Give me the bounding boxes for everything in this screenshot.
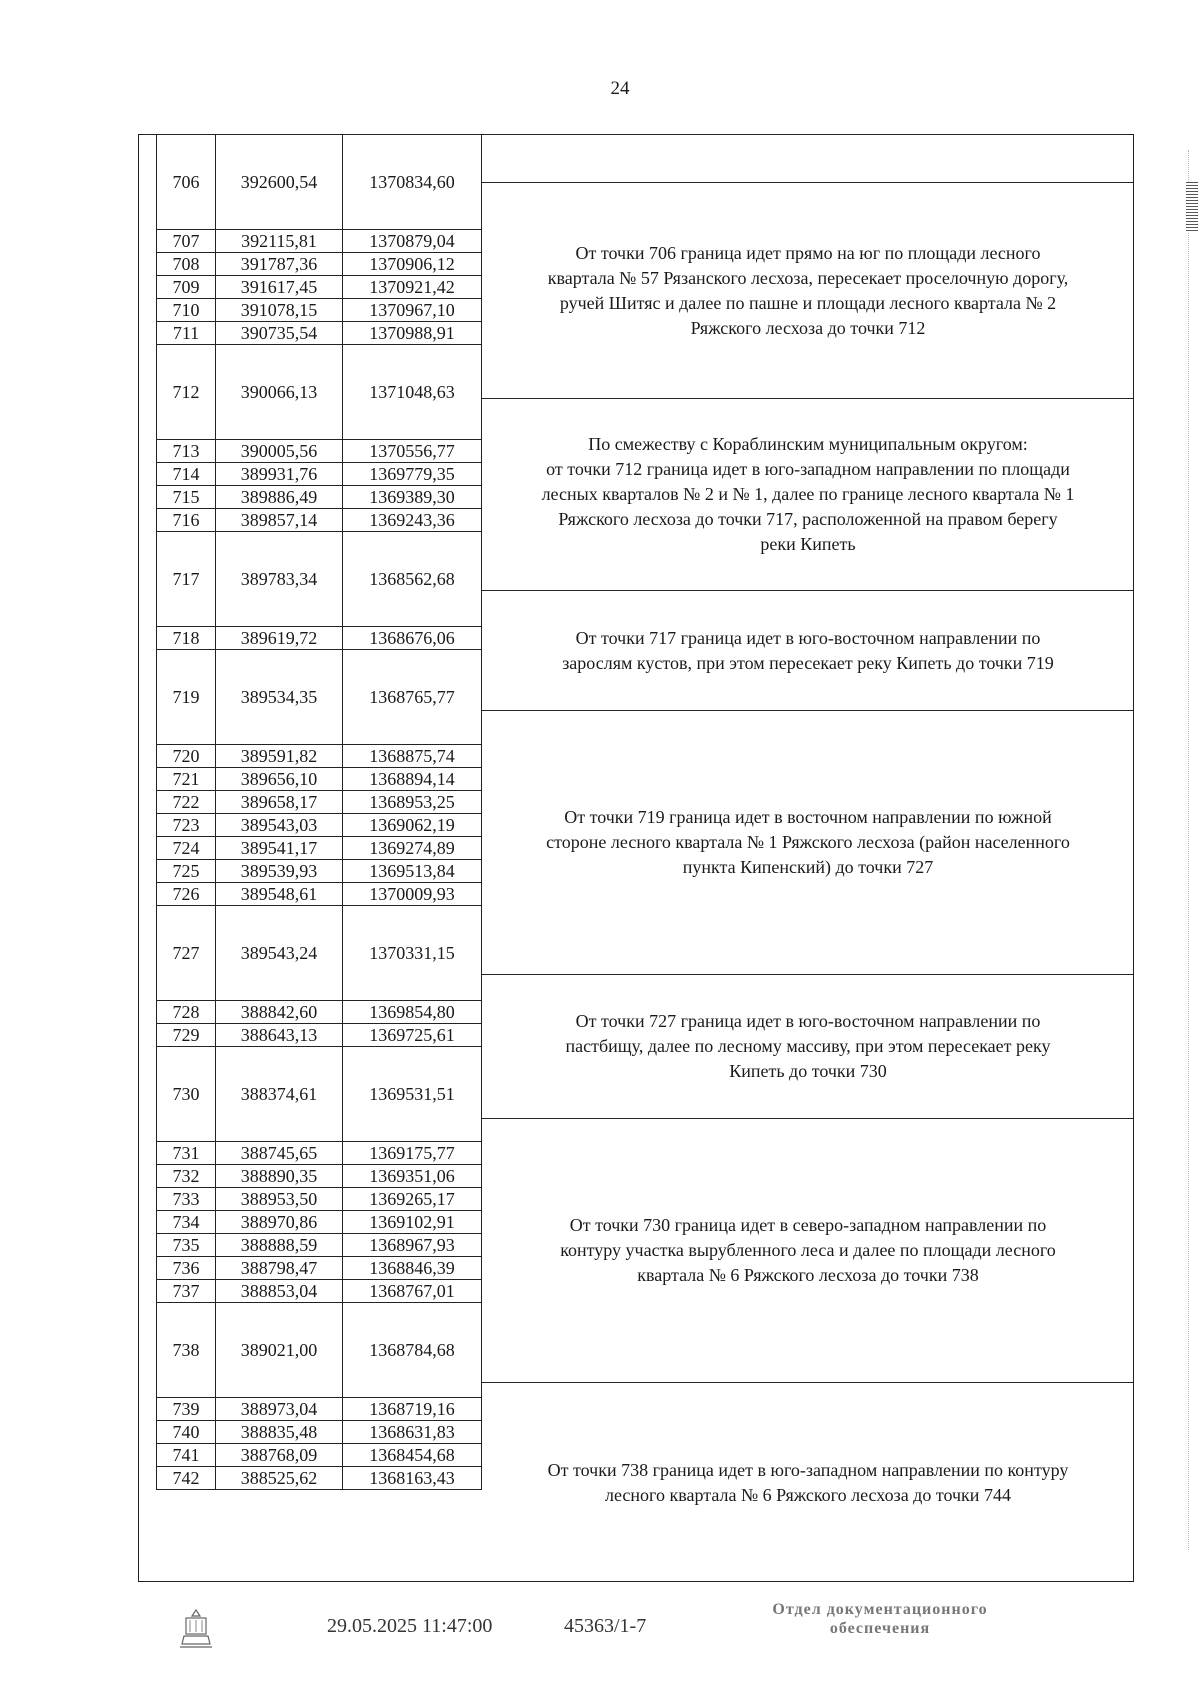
coordinate-x: 388745,65 <box>216 1142 343 1165</box>
table-row <box>157 1165 482 1188</box>
coordinate-x: 392115,81 <box>216 230 343 253</box>
coordinate-x: 389021,00 <box>216 1303 343 1398</box>
table-row <box>157 532 482 627</box>
coordinates-table <box>156 134 482 1490</box>
coordinate-y: 1369175,77 <box>343 1142 482 1165</box>
emblem-icon <box>176 1606 216 1650</box>
point-number: 731 <box>157 1142 216 1165</box>
point-number: 726 <box>157 883 216 906</box>
coordinate-x: 388888,59 <box>216 1234 343 1257</box>
description-line: Ряжского лесхоза до точки 712 <box>690 317 926 338</box>
coordinate-y: 1369725,61 <box>343 1024 482 1047</box>
coordinate-x: 390735,54 <box>216 322 343 345</box>
point-number: 741 <box>157 1444 216 1467</box>
coordinate-x: 388374,61 <box>216 1047 343 1142</box>
description-line: квартала № 6 Ряжского лесхоза до точки 738 <box>637 1265 979 1285</box>
footer-datetime: 29.05.2025 11:47:00 <box>327 1615 493 1637</box>
point-number: 707 <box>157 230 216 253</box>
coordinate-y: 1369265,17 <box>343 1188 482 1211</box>
footer-document-code: 45363/1-7 <box>564 1615 647 1637</box>
coordinate-y: 1368454,68 <box>343 1444 482 1467</box>
description-line: ручей Шитяс и далее по пашне и площади лесного квартала № 2 <box>559 292 1057 313</box>
description-line: пункта Кипенский) до точки 727 <box>682 857 934 877</box>
coordinate-x: 388853,04 <box>216 1280 343 1303</box>
coordinate-y: 1371048,63 <box>343 345 482 440</box>
boundary-description <box>482 590 1134 710</box>
coordinate-y: 1370834,60 <box>343 135 482 230</box>
point-number: 713 <box>157 440 216 463</box>
table-row <box>157 1421 482 1444</box>
description-line: зарослям кустов, при этом пересекает реку Кипеть до точки 719 <box>562 652 1054 673</box>
coordinate-x: 388798,47 <box>216 1257 343 1280</box>
page-number: 24 <box>610 78 630 99</box>
point-number: 719 <box>157 650 216 745</box>
coordinate-y: 1369854,80 <box>343 1001 482 1024</box>
point-number: 742 <box>157 1467 216 1490</box>
coordinate-y: 1369351,06 <box>343 1165 482 1188</box>
stamp-line-1: Отдел документационного <box>772 1601 988 1618</box>
point-number: 735 <box>157 1234 216 1257</box>
point-number: 736 <box>157 1257 216 1280</box>
description-line: Ряжского лесхоза до точки 717, расположенной на правом берегу <box>558 509 1058 529</box>
point-number: 740 <box>157 1421 216 1444</box>
coordinate-x: 388970,86 <box>216 1211 343 1234</box>
point-number: 720 <box>157 745 216 768</box>
coordinate-y: 1368676,06 <box>343 627 482 650</box>
point-number: 708 <box>157 253 216 276</box>
coordinate-x: 389656,10 <box>216 768 343 791</box>
coordinate-x: 388643,13 <box>216 1024 343 1047</box>
table-row <box>157 1047 482 1142</box>
table-row <box>157 1142 482 1165</box>
point-number: 738 <box>157 1303 216 1398</box>
coordinate-y: 1370331,15 <box>343 906 482 1001</box>
point-number: 718 <box>157 627 216 650</box>
coordinate-x: 389619,72 <box>216 627 343 650</box>
point-number: 706 <box>157 135 216 230</box>
coordinate-x: 388973,04 <box>216 1398 343 1421</box>
description-line: стороне лесного квартала № 1 Ряжского лесхоза (район населенного <box>546 832 1070 852</box>
coordinate-y: 1369513,84 <box>343 860 482 883</box>
coordinate-y: 1369243,36 <box>343 509 482 532</box>
description-line: От точки 719 граница идет в восточном направлении по южной <box>564 807 1052 827</box>
point-number: 714 <box>157 463 216 486</box>
coordinate-x: 389543,03 <box>216 814 343 837</box>
coordinate-x: 389534,35 <box>216 650 343 745</box>
point-number: 728 <box>157 1001 216 1024</box>
coordinate-y: 1368894,14 <box>343 768 482 791</box>
coordinate-y: 1368719,16 <box>343 1398 482 1421</box>
coordinate-x: 391617,45 <box>216 276 343 299</box>
description-line: От точки 730 граница идет в северо-западном направлении по <box>569 1215 1047 1235</box>
point-number: 712 <box>157 345 216 440</box>
table-row <box>157 906 482 1001</box>
coordinate-x: 389548,61 <box>216 883 343 906</box>
table-row <box>157 745 482 768</box>
coordinate-x: 390005,56 <box>216 440 343 463</box>
table-row <box>157 299 482 322</box>
description-line: По смежеству с Кораблинским муниципальным округом: <box>588 434 1028 454</box>
coordinate-x: 389857,14 <box>216 509 343 532</box>
table-row <box>157 276 482 299</box>
point-number: 723 <box>157 814 216 837</box>
description-line: пастбищу, далее по лесному массиву, при этом пересекает реку <box>565 1036 1051 1056</box>
coordinate-y: 1370921,42 <box>343 276 482 299</box>
description-line: реки Кипеть <box>760 534 856 554</box>
table-row <box>157 253 482 276</box>
table-row <box>157 345 482 440</box>
coordinate-x: 389543,24 <box>216 906 343 1001</box>
coordinate-x: 391787,36 <box>216 253 343 276</box>
coordinate-y: 1368967,93 <box>343 1234 482 1257</box>
coordinate-x: 388835,48 <box>216 1421 343 1444</box>
point-number: 710 <box>157 299 216 322</box>
coordinate-y: 1368562,68 <box>343 532 482 627</box>
table-row <box>157 837 482 860</box>
coordinate-y: 1368163,43 <box>343 1467 482 1490</box>
coordinate-x: 389783,34 <box>216 532 343 627</box>
point-number: 724 <box>157 837 216 860</box>
coordinate-x: 388890,35 <box>216 1165 343 1188</box>
coordinate-y: 1369531,51 <box>343 1047 482 1142</box>
coordinate-y: 1368846,39 <box>343 1257 482 1280</box>
coordinate-y: 1369102,91 <box>343 1211 482 1234</box>
point-number: 709 <box>157 276 216 299</box>
stamp-line-2: обеспечения <box>829 1620 931 1637</box>
table-row <box>157 1211 482 1234</box>
table-row <box>157 768 482 791</box>
coordinate-y: 1369274,89 <box>343 837 482 860</box>
scan-edge-mark <box>1186 182 1198 232</box>
table-row <box>157 440 482 463</box>
coordinate-y: 1368767,01 <box>343 1280 482 1303</box>
coordinate-y: 1368953,25 <box>343 791 482 814</box>
coordinate-y: 1368631,83 <box>343 1421 482 1444</box>
point-number: 730 <box>157 1047 216 1142</box>
point-number: 739 <box>157 1398 216 1421</box>
coordinate-y: 1369389,30 <box>343 486 482 509</box>
table-row <box>157 322 482 345</box>
description-line: От точки 717 граница идет в юго-восточном направлении по <box>575 627 1041 648</box>
coordinate-y: 1368875,74 <box>343 745 482 768</box>
description-line: квартала № 57 Рязанского лесхоза, пересекает проселочную дорогу, <box>547 267 1069 288</box>
point-number: 717 <box>157 532 216 627</box>
table-row <box>157 1257 482 1280</box>
coordinate-y: 1369062,19 <box>343 814 482 837</box>
table-row <box>157 230 482 253</box>
point-number: 725 <box>157 860 216 883</box>
description-header-cell <box>482 134 1134 182</box>
table-row <box>157 1467 482 1490</box>
table-row <box>157 1234 482 1257</box>
table-row <box>157 509 482 532</box>
coordinate-x: 388953,50 <box>216 1188 343 1211</box>
table-row <box>157 1188 482 1211</box>
point-number: 722 <box>157 791 216 814</box>
boundary-description <box>482 1118 1134 1382</box>
table-row <box>157 860 482 883</box>
table-row <box>157 1444 482 1467</box>
coordinate-x: 392600,54 <box>216 135 343 230</box>
point-number: 729 <box>157 1024 216 1047</box>
coordinate-y: 1370556,77 <box>343 440 482 463</box>
point-number: 711 <box>157 322 216 345</box>
description-line: От точки 706 граница идет прямо на юг по площади лесного <box>575 242 1041 263</box>
point-number: 715 <box>157 486 216 509</box>
table-row <box>157 814 482 837</box>
coordinate-x: 389931,76 <box>216 463 343 486</box>
table-row <box>157 1398 482 1421</box>
coordinate-x: 389541,17 <box>216 837 343 860</box>
table-row <box>157 1280 482 1303</box>
boundary-description <box>482 974 1134 1118</box>
boundary-description <box>482 398 1134 590</box>
point-number: 721 <box>157 768 216 791</box>
coordinate-y: 1370967,10 <box>343 299 482 322</box>
coordinate-y: 1369779,35 <box>343 463 482 486</box>
description-line: от точки 712 граница идет в юго-западном направлении по площади <box>546 459 1070 479</box>
coordinate-x: 388768,09 <box>216 1444 343 1467</box>
description-line: лесных кварталов № 2 и № 1, далее по границе лесного квартала № 1 <box>541 484 1075 504</box>
point-number: 732 <box>157 1165 216 1188</box>
coordinate-x: 388525,62 <box>216 1467 343 1490</box>
table-row <box>157 135 482 230</box>
table-row <box>157 1024 482 1047</box>
point-number: 733 <box>157 1188 216 1211</box>
table-row <box>157 627 482 650</box>
description-line: Кипеть до точки 730 <box>729 1061 887 1081</box>
coordinate-x: 390066,13 <box>216 345 343 440</box>
coordinate-x: 391078,15 <box>216 299 343 322</box>
coordinate-x: 389658,17 <box>216 791 343 814</box>
table-row <box>157 791 482 814</box>
table-row <box>157 486 482 509</box>
coordinate-x: 389591,82 <box>216 745 343 768</box>
coordinate-x: 388842,60 <box>216 1001 343 1024</box>
table-row <box>157 1001 482 1024</box>
table-row <box>157 463 482 486</box>
boundary-description <box>482 710 1134 974</box>
description-line: контуру участка вырубленного леса и далее по площади лесного <box>560 1240 1056 1260</box>
coordinate-y: 1370906,12 <box>343 253 482 276</box>
coordinate-y: 1368784,68 <box>343 1303 482 1398</box>
boundary-description <box>482 1382 1134 1582</box>
coordinate-y: 1368765,77 <box>343 650 482 745</box>
coordinate-x: 389886,49 <box>216 486 343 509</box>
coordinate-y: 1370879,04 <box>343 230 482 253</box>
table-row <box>157 1303 482 1398</box>
point-number: 737 <box>157 1280 216 1303</box>
point-number: 727 <box>157 906 216 1001</box>
coordinate-y: 1370988,91 <box>343 322 482 345</box>
scan-edge-noise <box>1188 150 1197 1550</box>
point-number: 734 <box>157 1211 216 1234</box>
description-line: лесного квартала № 6 Ряжского лесхоза до точки 744 <box>605 1484 1011 1505</box>
description-line: От точки 738 граница идет в юго-западном направлении по контуру <box>547 1459 1069 1480</box>
description-line: От точки 727 граница идет в юго-восточном направлении по <box>575 1011 1041 1031</box>
point-number: 716 <box>157 509 216 532</box>
coordinate-y: 1370009,93 <box>343 883 482 906</box>
department-stamp <box>700 1600 1060 1638</box>
table-row <box>157 883 482 906</box>
boundary-description <box>482 182 1134 398</box>
table-row <box>157 650 482 745</box>
coordinate-x: 389539,93 <box>216 860 343 883</box>
